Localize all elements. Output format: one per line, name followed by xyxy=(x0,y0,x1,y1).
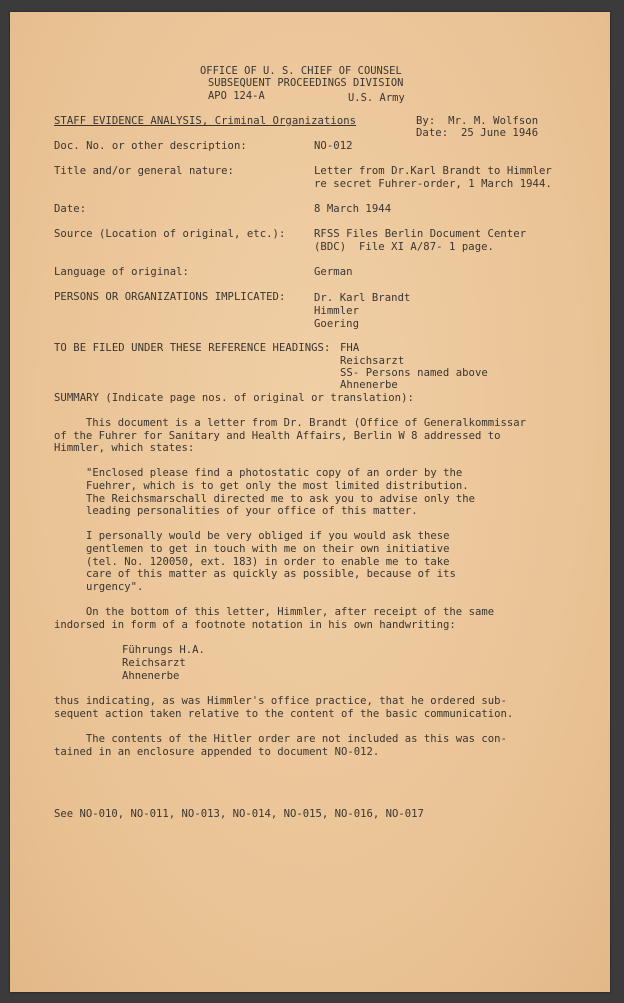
quote-2-line2: gentlemen to get in touch with me on their own initiative xyxy=(86,543,450,555)
quote-1-line3: The Reichsmarschall directed me to ask you to advise only the xyxy=(86,493,476,505)
title-value-line1: Letter from Dr.Karl Brandt to Himmler xyxy=(314,165,552,177)
doc-number-value: NO-012 xyxy=(314,140,353,152)
body-paragraph-1-line1: This document is a letter from Dr. Brandt (Office of Generalkommissar xyxy=(54,417,526,429)
header-division: SUBSEQUENT PROCEEDINGS DIVISION xyxy=(208,77,404,89)
analyst-name: By: Mr. M. Wolfson xyxy=(416,115,539,127)
quote-1-line1: "Enclosed please find a photostatic copy of an order by the xyxy=(86,467,463,479)
notation-line2: Reichsarzt xyxy=(122,657,186,669)
quote-1-line4: leading personalities of your office of this matter. xyxy=(86,505,418,517)
persons-label: PERSONS OR ORGANIZATIONS IMPLICATED: xyxy=(54,291,286,303)
title-label: Title and/or general nature: xyxy=(54,165,234,177)
reference-heading-2: Reichsarzt xyxy=(340,355,405,367)
quote-2-line4: care of this matter as quickly as possible, because of its xyxy=(86,568,456,580)
quote-2-line1: I personally would be very obliged if you would ask these xyxy=(86,530,450,542)
language-value: German xyxy=(314,266,353,278)
body-paragraph-1-line3: Himmler, which states: xyxy=(54,442,195,454)
date-label: Date: xyxy=(54,203,87,215)
persons-item-3: Goering xyxy=(314,318,359,330)
notation-line1: Führungs H.A. xyxy=(122,644,205,656)
reference-heading-3: SS- Persons named above xyxy=(340,367,488,379)
source-label: Source (Location of original, etc.): xyxy=(54,228,286,240)
header-office: OFFICE OF U. S. CHIEF OF COUNSEL xyxy=(200,65,402,77)
reference-headings-label: TO BE FILED UNDER THESE REFERENCE HEADINGS: xyxy=(54,342,331,354)
quote-2-line3: (tel. No. 120050, ext. 183) in order to enable me to take xyxy=(86,556,450,568)
source-value-line1: RFSS Files Berlin Document Center xyxy=(314,228,527,240)
persons-item-1: Dr. Karl Brandt xyxy=(314,292,411,304)
language-label: Language of original: xyxy=(54,266,189,278)
notation-line3: Ahnenerbe xyxy=(122,670,180,682)
analysis-title: STAFF EVIDENCE ANALYSIS, Criminal Organizations xyxy=(54,115,357,127)
header-army: U.S. Army xyxy=(348,92,405,104)
analysis-date: Date: 25 June 1946 xyxy=(416,127,539,139)
summary-label: SUMMARY (Indicate page nos. of original or translation): xyxy=(54,392,414,404)
body-paragraph-3-line1: thus indicating, as was Himmler's office practice, that he ordered sub- xyxy=(54,695,507,707)
header-apo: APO 124-A xyxy=(208,90,265,102)
body-paragraph-1-line2: of the Fuhrer for Sanitary and Health Affairs, Berlin W 8 addressed to xyxy=(54,430,501,442)
see-also-references: See NO-010, NO-011, NO-013, NO-014, NO-015, NO-016, NO-017 xyxy=(54,808,424,820)
title-value-line2: re secret Fuhrer-order, 1 March 1944. xyxy=(314,178,552,190)
reference-heading-4: Ahnenerbe xyxy=(340,379,398,391)
doc-number-label: Doc. No. or other description: xyxy=(54,140,247,152)
body-paragraph-3-line2: sequent action taken relative to the content of the basic communication. xyxy=(54,708,514,720)
date-value: 8 March 1944 xyxy=(314,203,392,215)
persons-item-2: Himmler xyxy=(314,305,359,317)
quote-1-line2: Fuehrer, which is to get only the most limited distribution. xyxy=(86,480,469,492)
document-page xyxy=(10,12,610,992)
quote-2-line5: urgency". xyxy=(86,581,144,593)
source-value-line2: (BDC) File XI A/87- 1 page. xyxy=(314,241,494,253)
reference-heading-1: FHA xyxy=(340,342,360,354)
body-paragraph-2-line1: On the bottom of this letter, Himmler, after receipt of the same xyxy=(54,606,495,618)
body-paragraph-2-line2: indorsed in form of a footnote notation in his own handwriting: xyxy=(54,619,456,631)
body-paragraph-4-line1: The contents of the Hitler order are not included as this was con- xyxy=(54,733,507,745)
body-paragraph-4-line2: tained in an enclosure appended to document NO-012. xyxy=(54,746,380,758)
